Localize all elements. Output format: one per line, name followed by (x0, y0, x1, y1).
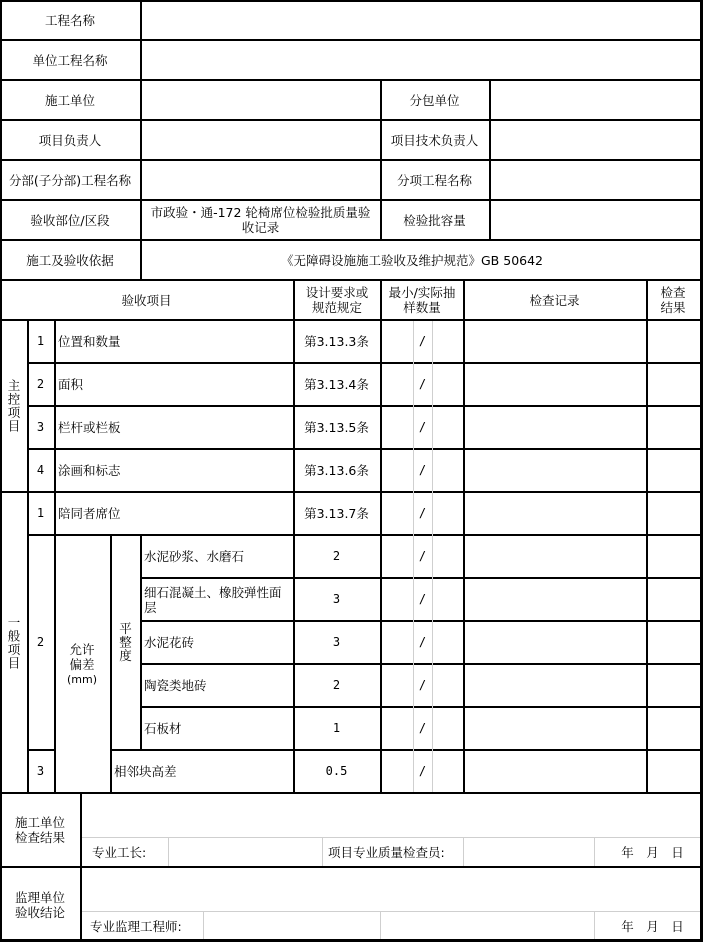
divider (27, 362, 702, 364)
divider (140, 620, 702, 622)
divider (489, 80, 491, 240)
item-name: 栏杆或栏板 (58, 420, 121, 435)
item-record-field[interactable] (464, 579, 645, 620)
tech-manager-field[interactable] (490, 121, 701, 159)
divider (27, 448, 702, 450)
item-sample: / (418, 635, 427, 649)
col-header-result: 检查结果 (660, 285, 686, 315)
tolerance-label-cell (54, 535, 110, 793)
divider (0, 239, 702, 241)
item-sample: / (418, 721, 427, 735)
contractor-date: 年 月 日 (621, 845, 684, 860)
divider (0, 792, 702, 794)
project-manager-field[interactable] (141, 121, 380, 159)
item-name: 陪同者席位 (58, 506, 121, 521)
engineer-label: 专业监理工程师: (90, 918, 182, 934)
divider (293, 280, 295, 793)
border-top (0, 0, 702, 2)
signoff-gray-line (463, 838, 464, 866)
item-spec: 第3.13.5条 (304, 420, 369, 435)
item-no: 2 (36, 377, 45, 391)
item-result-field[interactable] (647, 321, 700, 362)
item-sample: / (418, 592, 427, 606)
col-header-record: 检查记录 (529, 292, 580, 308)
item-result-field[interactable] (647, 622, 700, 663)
divider (380, 280, 382, 793)
signoff-gray-line (594, 838, 595, 866)
item-sample: / (418, 377, 427, 391)
item-sample: / (418, 334, 427, 348)
subcontract-unit-label: 分包单位 (409, 92, 460, 108)
divider (463, 280, 465, 793)
signoff-gray-line (594, 912, 595, 939)
sub-division-label: 分部(子分部)工程名称 (8, 172, 132, 188)
item-name: 位置和数量 (58, 334, 121, 349)
batch-capacity-field[interactable] (490, 201, 701, 239)
item-result-field[interactable] (647, 450, 700, 491)
item-record-field[interactable] (464, 407, 645, 448)
item-name: 细石混凝土、橡胶弹性面层 (144, 584, 282, 615)
basis-value: 《无障碍设施施工验收及维护规范》GB 50642 (281, 252, 544, 268)
inspection-part-label: 验收部位/区段 (30, 212, 110, 228)
item-name: 面积 (58, 377, 84, 392)
general-group-label: 一般项目 (6, 615, 21, 670)
item-spec: 第3.13.4条 (304, 377, 369, 392)
item-result-field[interactable] (647, 407, 700, 448)
construction-unit-label: 施工单位 (44, 92, 95, 108)
item-name: 石板材 (144, 721, 182, 736)
tech-manager-label: 项目技术负责人 (390, 132, 479, 148)
item-spec: 第3.13.6条 (304, 463, 369, 478)
divider (140, 663, 702, 665)
item-sample: / (418, 764, 427, 778)
item-name: 水泥花砖 (144, 635, 195, 650)
item-no: 1 (36, 334, 45, 348)
signoff-gray-line (82, 837, 700, 838)
basis-label: 施工及验收依据 (26, 252, 114, 268)
col-header-design-req: 设计要求或规范规定 (305, 285, 369, 315)
item-no: 1 (36, 506, 45, 520)
project-manager-label: 项目负责人 (38, 132, 102, 148)
item-result-field[interactable] (647, 536, 700, 577)
signoff-gray-line (168, 838, 169, 866)
item-record-field[interactable] (464, 364, 645, 405)
item-sample: / (418, 549, 427, 563)
item-name: 相邻块高差 (114, 764, 177, 779)
signoff-gray-line (380, 912, 381, 939)
sub-division-field[interactable] (141, 161, 380, 199)
main-control-group-label: 主控项目 (6, 379, 21, 433)
batch-capacity-label: 检验批容量 (403, 212, 466, 228)
sub-item-field[interactable] (490, 161, 701, 199)
item-result-field[interactable] (647, 751, 700, 792)
sample-subdivider (413, 321, 414, 792)
border-left (0, 0, 2, 942)
supervisor-conclusion-field[interactable] (82, 869, 700, 911)
contractor-result-label: 施工单位检查结果 (14, 815, 65, 845)
item-spec: 第3.13.7条 (304, 506, 369, 521)
qc-label: 项目专业质量检查员: (328, 845, 445, 860)
divider (27, 405, 702, 407)
flatness-label: 平整度 (117, 622, 133, 663)
divider (0, 866, 702, 868)
signoff-gray-line (203, 912, 204, 939)
item-result-field[interactable] (647, 708, 700, 749)
item-name: 水泥砂浆、水磨石 (144, 549, 245, 564)
divider (140, 0, 142, 280)
item-sample: / (418, 506, 427, 520)
project-name-field[interactable] (141, 1, 701, 39)
divider (0, 199, 702, 201)
tolerance-label: 允许偏差 (69, 641, 95, 672)
item-record-field[interactable] (464, 536, 645, 577)
divider (0, 79, 702, 81)
item-spec: 0.5 (325, 764, 348, 778)
item-record-field[interactable] (464, 751, 645, 792)
item-sample: / (418, 463, 427, 477)
supervisor-date: 年 月 日 (621, 918, 684, 934)
subcontract-unit-field[interactable] (490, 81, 701, 119)
item-record-field[interactable] (464, 450, 645, 491)
item-record-field[interactable] (464, 665, 645, 706)
construction-unit-field[interactable] (141, 81, 380, 119)
divider (0, 319, 702, 321)
divider (54, 320, 56, 793)
divider (0, 119, 702, 121)
divider (646, 280, 648, 793)
item-no: 4 (36, 463, 45, 477)
item-result-field[interactable] (647, 579, 700, 620)
item-record-field[interactable] (464, 708, 645, 749)
item-spec: 2 (332, 678, 341, 692)
item-record-field[interactable] (464, 321, 645, 362)
item-result-field[interactable] (647, 665, 700, 706)
item-no: 3 (36, 420, 45, 434)
item-spec: 第3.13.3条 (304, 334, 369, 349)
signoff-gray-line (82, 911, 700, 912)
item-spec: 3 (332, 592, 341, 606)
item-no: 2 (36, 635, 45, 649)
item-record-field[interactable] (464, 493, 645, 534)
divider (140, 577, 702, 579)
divider (27, 320, 29, 793)
inspection-part-value: 市政验・通-172 轮椅席位检验批质量验收记录 (150, 205, 371, 235)
divider (27, 749, 55, 751)
item-result-field[interactable] (647, 364, 700, 405)
item-record-field[interactable] (464, 622, 645, 663)
divider (27, 534, 702, 536)
supervisor-conclusion-label: 监理单位验收结论 (14, 889, 65, 920)
divider (140, 706, 702, 708)
sub-item-label: 分项工程名称 (396, 172, 472, 188)
contractor-result-field[interactable] (82, 795, 700, 837)
engineer-field[interactable] (204, 912, 594, 940)
item-spec: 2 (332, 549, 341, 563)
sample-subdivider (432, 321, 433, 792)
divider (0, 39, 702, 41)
unit-project-name-label: 单位工程名称 (32, 52, 108, 68)
foreman-field[interactable] (169, 838, 322, 867)
item-name: 陶瓷类地砖 (144, 678, 207, 693)
divider (0, 159, 702, 161)
item-spec: 3 (332, 635, 341, 649)
unit-project-name-field[interactable] (141, 41, 701, 79)
item-result-field[interactable] (647, 493, 700, 534)
divider (110, 535, 112, 793)
divider (110, 749, 702, 751)
divider (0, 491, 702, 493)
col-header-sample-qty: 最小/实际抽样数量 (388, 285, 456, 315)
item-spec: 1 (332, 721, 341, 735)
signoff-gray-line (322, 838, 323, 866)
divider (0, 279, 702, 281)
item-no: 3 (36, 764, 45, 778)
tolerance-unit: (mm) (66, 672, 97, 686)
item-sample: / (418, 420, 427, 434)
qc-field[interactable] (464, 838, 594, 867)
project-name-label: 工程名称 (44, 12, 95, 28)
divider (140, 535, 142, 750)
foreman-label: 专业工长: (92, 845, 147, 860)
col-header-item: 验收项目 (121, 292, 172, 308)
item-name: 涂画和标志 (58, 463, 121, 478)
item-sample: / (418, 678, 427, 692)
divider (380, 80, 382, 240)
